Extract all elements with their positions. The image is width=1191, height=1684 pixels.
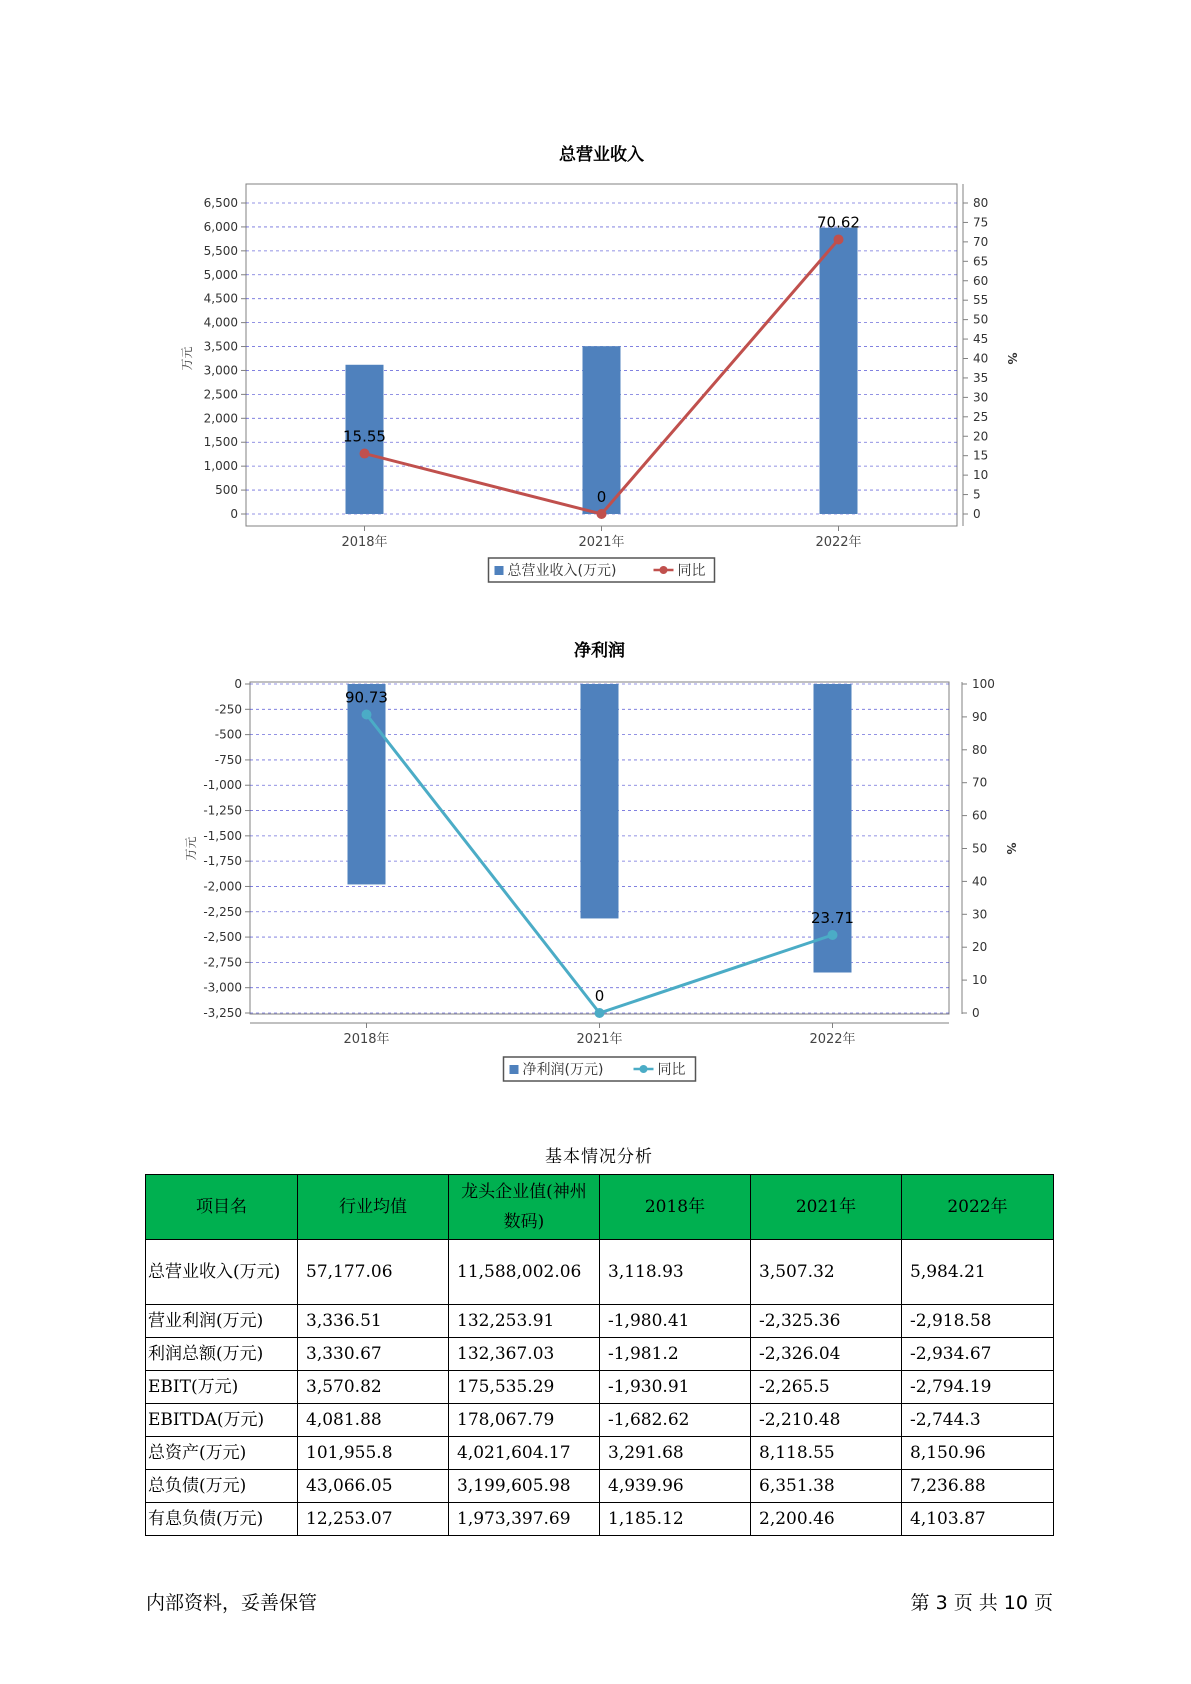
legend-bar-swatch [510, 1065, 519, 1074]
y-tick-label: -2,250 [203, 904, 242, 919]
y-tick-label: 6,000 [203, 219, 238, 234]
y2-tick-label: 10 [972, 973, 988, 988]
y-tick-label: -3,250 [203, 1006, 242, 1020]
value-cell: -1,682.62 [600, 1404, 751, 1437]
value-cell: -1,981.2 [600, 1338, 751, 1371]
value-cell: 2,200.46 [751, 1503, 902, 1536]
footer-page-number: 第 3 页 共 10 页 [910, 1592, 1053, 1614]
table-row [146, 1240, 1054, 1305]
value-cell: 178,067.79 [449, 1404, 600, 1437]
y2-tick-label: 10 [973, 468, 989, 483]
value-cell: 3,570.82 [298, 1371, 449, 1404]
y-tick-label: -2,500 [203, 930, 242, 945]
y2-axis-title: % [1005, 352, 1019, 365]
row-label-cell: 总营业收入(万元) [146, 1240, 298, 1305]
x-tick-label: 2021年 [576, 1032, 623, 1047]
table-row [146, 1470, 1054, 1503]
value-cell: 132,253.91 [449, 1305, 600, 1338]
row-label-cell: 营业利润(万元) [146, 1305, 298, 1338]
row-label-cell: 利润总额(万元) [146, 1338, 298, 1371]
value-cell: -2,744.3 [902, 1404, 1054, 1437]
x-tick-label: 2018年 [341, 535, 388, 550]
y2-tick-label: 20 [973, 429, 989, 444]
value-cell: -2,265.5 [751, 1371, 902, 1404]
value-cell: 57,177.06 [298, 1240, 449, 1305]
y2-tick-label: 30 [972, 907, 988, 922]
y2-tick-label: 15 [973, 448, 989, 463]
header-2021: 2021年 [751, 1175, 902, 1240]
yoy-data-label: 23.71 [811, 908, 854, 927]
y-tick-label: -500 [214, 727, 242, 742]
table-header-row [146, 1175, 1054, 1240]
value-cell: 132,367.03 [449, 1338, 600, 1371]
y2-tick-label: 30 [973, 390, 989, 405]
y-tick-label: -250 [214, 702, 242, 717]
value-cell: 3,118.93 [600, 1240, 751, 1305]
y2-tick-label: 35 [973, 370, 989, 385]
value-cell: 1,185.12 [600, 1503, 751, 1536]
legend-bar-label: 净利润(万元) [522, 1062, 604, 1078]
value-cell: 4,939.96 [600, 1470, 751, 1503]
yoy-data-label: 70.62 [817, 213, 860, 232]
y2-tick-label: 0 [972, 1006, 980, 1020]
value-cell: 101,955.8 [298, 1437, 449, 1470]
table-row [146, 1404, 1054, 1437]
x-tick-label: 2022年 [809, 1032, 856, 1047]
legend-line-marker [660, 566, 668, 574]
x-tick-label: 2018年 [343, 1032, 390, 1047]
value-cell: -2,210.48 [751, 1404, 902, 1437]
value-cell: 11,588,002.06 [449, 1240, 600, 1305]
y-tick-label: 2,500 [203, 387, 238, 402]
legend-bar-swatch [495, 566, 504, 575]
table-row [146, 1338, 1054, 1371]
y-tick-label: 0 [230, 507, 238, 521]
x-tick-label: 2021年 [578, 535, 625, 550]
y-tick-label: 6,500 [203, 196, 238, 210]
y2-tick-label: 70 [972, 775, 988, 790]
yoy-point-2018年 [362, 709, 372, 719]
net-profit-chart [0, 620, 1191, 1090]
yoy-data-label: 90.73 [345, 688, 388, 707]
y-axis-title: 万元 [184, 836, 198, 861]
yoy-point-2018年 [360, 449, 370, 459]
yoy-data-label: 15.55 [343, 427, 386, 446]
value-cell: 6,351.38 [751, 1470, 902, 1503]
y2-tick-label: 75 [973, 215, 989, 230]
bar-2022年 [814, 684, 852, 973]
table-caption: 基本情况分析 [545, 1147, 653, 1167]
y-tick-label: -2,000 [203, 879, 242, 894]
value-cell: -2,918.58 [902, 1305, 1054, 1338]
table-row [146, 1503, 1054, 1536]
value-cell: 4,081.88 [298, 1404, 449, 1437]
y2-tick-label: 80 [973, 196, 989, 210]
row-label-cell: EBIT(万元) [146, 1371, 298, 1404]
x-tick-label: 2022年 [815, 535, 862, 550]
table-row [146, 1371, 1054, 1404]
value-cell: 3,199,605.98 [449, 1470, 600, 1503]
value-cell: 7,236.88 [902, 1470, 1054, 1503]
y2-tick-label: 45 [973, 332, 989, 347]
yoy-point-2021年 [595, 1008, 605, 1018]
header-2018: 2018年 [600, 1175, 751, 1240]
y-tick-label: 5,500 [203, 243, 238, 258]
value-cell: 3,291.68 [600, 1437, 751, 1470]
row-label-cell: 有息负债(万元) [146, 1503, 298, 1536]
table-row [146, 1305, 1054, 1338]
y-tick-label: -750 [214, 752, 242, 767]
y-tick-label: -2,750 [203, 955, 242, 970]
y-tick-label: -1,250 [203, 803, 242, 818]
y2-tick-label: 100 [972, 677, 995, 691]
y2-tick-label: 5 [973, 487, 981, 502]
chart-title: 净利润 [574, 641, 625, 661]
value-cell: 3,330.67 [298, 1338, 449, 1371]
yoy-point-2022年 [828, 930, 838, 940]
y-tick-label: -1,000 [203, 778, 242, 793]
chart-title: 总营业收入 [559, 145, 644, 165]
y2-tick-label: 90 [972, 709, 988, 724]
y-axis-title: 万元 [180, 346, 194, 371]
value-cell: 3,507.32 [751, 1240, 902, 1305]
yoy-data-label: 0 [594, 987, 605, 1005]
bar-2021年 [581, 684, 619, 918]
row-label-cell: EBITDA(万元) [146, 1404, 298, 1437]
revenue-chart-svg [0, 0, 1191, 600]
value-cell: 5,984.21 [902, 1240, 1054, 1305]
y2-tick-label: 0 [973, 507, 981, 521]
value-cell: -2,934.67 [902, 1338, 1054, 1371]
value-cell: 175,535.29 [449, 1371, 600, 1404]
row-label-cell: 总资产(万元) [146, 1437, 298, 1470]
header-2022: 2022年 [902, 1175, 1054, 1240]
y2-axis-title: % [1004, 842, 1018, 855]
y2-tick-label: 40 [972, 874, 988, 889]
y-tick-label: 3,500 [203, 339, 238, 354]
y2-tick-label: 25 [973, 409, 989, 424]
value-cell: 1,973,397.69 [449, 1503, 600, 1536]
yoy-data-label: 0 [596, 488, 607, 506]
y-tick-label: 0 [234, 677, 242, 691]
y-tick-label: 1,500 [203, 435, 238, 450]
legend-line-marker [640, 1065, 648, 1073]
value-cell: 12,253.07 [298, 1503, 449, 1536]
y2-tick-label: 50 [973, 312, 989, 327]
y-tick-label: 5,000 [203, 267, 238, 282]
value-cell: 4,021,604.17 [449, 1437, 600, 1470]
y2-tick-label: 65 [973, 254, 989, 269]
y-tick-label: 4,500 [203, 291, 238, 306]
y2-tick-label: 60 [973, 273, 989, 288]
y2-tick-label: 50 [972, 841, 988, 856]
y2-tick-label: 60 [972, 808, 988, 823]
row-label-cell: 总负债(万元) [146, 1470, 298, 1503]
revenue-chart [0, 0, 1191, 600]
legend-bar-label: 总营业收入(万元) [507, 563, 617, 579]
yoy-point-2021年 [597, 509, 607, 519]
y-tick-label: 1,000 [203, 459, 238, 474]
y2-tick-label: 80 [972, 742, 988, 757]
y-tick-label: -3,000 [203, 980, 242, 995]
y-tick-label: 500 [215, 483, 238, 498]
header-item-name: 项目名 [146, 1175, 298, 1240]
footer-confidential-note: 内部资料，妥善保管 [146, 1592, 318, 1614]
y-tick-label: -1,750 [203, 854, 242, 869]
y2-tick-label: 55 [973, 293, 989, 308]
value-cell: 3,336.51 [298, 1305, 449, 1338]
bar-2022年 [820, 228, 858, 514]
legend-line-label: 同比 [677, 563, 706, 579]
value-cell: -1,930.91 [600, 1371, 751, 1404]
y-tick-label: 4,000 [203, 315, 238, 330]
yoy-point-2022年 [834, 234, 844, 244]
header-leader-value: 龙头企业值(神州数码) [449, 1175, 600, 1240]
value-cell: 43,066.05 [298, 1470, 449, 1503]
basic-analysis-section [145, 1140, 1053, 1536]
value-cell: -2,325.36 [751, 1305, 902, 1338]
value-cell: 8,150.96 [902, 1437, 1054, 1470]
y-tick-label: 2,000 [203, 411, 238, 426]
legend-line-label: 同比 [657, 1062, 686, 1078]
net-profit-chart-svg [0, 620, 1191, 1090]
y2-tick-label: 20 [972, 940, 988, 955]
y2-tick-label: 70 [973, 234, 989, 249]
basic-analysis-table [145, 1174, 1054, 1536]
value-cell: -1,980.41 [600, 1305, 751, 1338]
value-cell: 4,103.87 [902, 1503, 1054, 1536]
value-cell: 8,118.55 [751, 1437, 902, 1470]
y-tick-label: 3,000 [203, 363, 238, 378]
table-row [146, 1437, 1054, 1470]
y-tick-label: -1,500 [203, 828, 242, 843]
value-cell: -2,326.04 [751, 1338, 902, 1371]
value-cell: -2,794.19 [902, 1371, 1054, 1404]
y2-tick-label: 40 [973, 351, 989, 366]
header-industry-avg: 行业均值 [298, 1175, 449, 1240]
